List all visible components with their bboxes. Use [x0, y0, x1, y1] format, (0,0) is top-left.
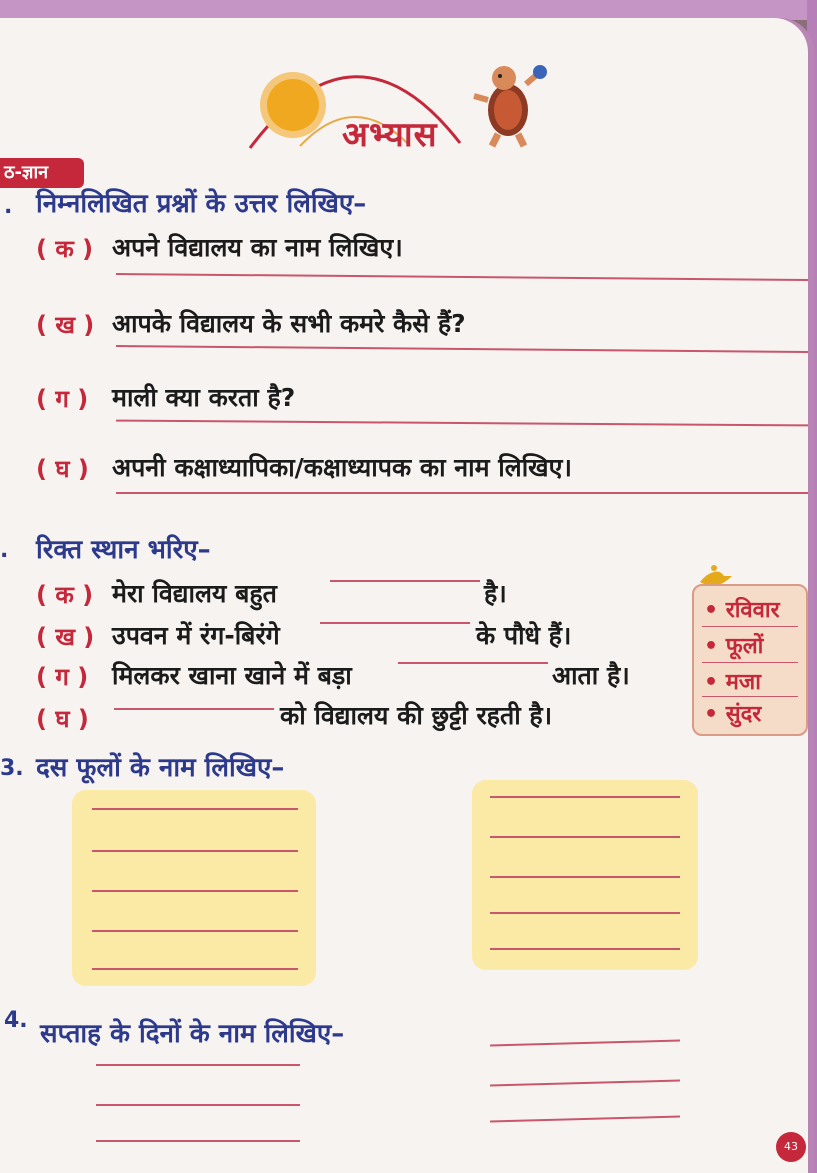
top-strip: [0, 0, 817, 20]
answer-line[interactable]: [92, 930, 298, 932]
q1-item-text: आपके विद्यालय के सभी कमरे कैसे हैं?: [112, 309, 466, 338]
q3-heading: दस फूलों के नाम लिखिए–: [36, 753, 285, 783]
word-separator: [702, 696, 798, 697]
word-option: • फूलों: [704, 634, 764, 659]
q4-number: 4.: [4, 1008, 28, 1033]
q4-heading: सप्ताह के दिनों के नाम लिखिए–: [40, 1019, 345, 1049]
q2-item-before: मेरा विद्यालय बहुत: [112, 579, 277, 608]
q1-heading: निम्नलिखित प्रश्नों के उत्तर लिखिए–: [36, 189, 367, 219]
fill-blank[interactable]: [330, 580, 480, 582]
answer-line[interactable]: [116, 420, 808, 427]
flower-names-box-right: [472, 780, 698, 970]
answer-line[interactable]: [490, 912, 680, 914]
q2-item-after: के पौधे हैं।: [476, 621, 572, 650]
answer-line[interactable]: [92, 850, 298, 852]
answer-line[interactable]: [490, 836, 680, 838]
worksheet-page: [0, 18, 808, 1173]
sun-icon: [258, 70, 328, 140]
q2-item-before: उपवन में रंग-बिरंगे: [112, 621, 280, 650]
q2-item-after: है।: [484, 579, 507, 608]
q1-item-text: अपनी कक्षाध्यापिका/कक्षाध्यापक का नाम लिखिए।: [112, 453, 572, 482]
fill-blank[interactable]: [398, 662, 548, 664]
answer-line[interactable]: [92, 808, 298, 810]
word-separator: [702, 662, 798, 663]
answer-line[interactable]: [96, 1140, 300, 1142]
q1-item-label: ( ख ): [36, 311, 95, 339]
page-title: अभ्यास: [342, 115, 438, 155]
answer-line[interactable]: [490, 796, 680, 798]
flower-names-box-left: [72, 790, 316, 986]
page-edge: [807, 0, 817, 1173]
word-option: • मजा: [704, 670, 761, 695]
q2-item-after: को विद्यालय की छुट्टी रहती है।: [280, 701, 553, 730]
q1-item-label: ( क ): [36, 235, 94, 263]
answer-line[interactable]: [116, 345, 808, 353]
q2-item-label: ( क ): [36, 581, 94, 609]
q3-number: 3.: [0, 756, 24, 781]
q2-item-label: ( घ ): [36, 705, 89, 733]
q1-number: .: [4, 194, 13, 219]
fill-blank[interactable]: [114, 708, 274, 710]
q1-item-label: ( घ ): [36, 455, 89, 483]
q1-item-text: माली क्या करता है?: [112, 383, 296, 412]
q2-item-label: ( ख ): [36, 623, 95, 651]
q1-item-label: ( ग ): [36, 385, 89, 413]
turtle-mascot-icon: [470, 60, 550, 148]
fill-blank[interactable]: [320, 622, 470, 624]
answer-line[interactable]: [116, 273, 808, 281]
answer-line[interactable]: [92, 890, 298, 892]
answer-line[interactable]: [490, 948, 680, 950]
q2-number: .: [0, 538, 9, 563]
answer-line[interactable]: [490, 1080, 680, 1087]
q2-item-after: आता है।: [552, 661, 630, 690]
answer-line[interactable]: [490, 1116, 680, 1123]
q2-item-label: ( ग ): [36, 663, 89, 691]
answer-line[interactable]: [490, 876, 680, 878]
answer-line[interactable]: [116, 492, 808, 494]
section-tab: ठ-ज्ञान: [0, 158, 84, 188]
q1-item-text: अपने विद्यालय का नाम लिखिए।: [112, 233, 403, 262]
answer-line[interactable]: [96, 1064, 300, 1066]
word-separator: [702, 626, 798, 627]
word-option: • रविवार: [704, 598, 780, 623]
page-number: 43: [776, 1132, 806, 1162]
q2-item-before: मिलकर खाना खाने में बड़ा: [112, 661, 352, 690]
answer-line[interactable]: [92, 968, 298, 970]
answer-line[interactable]: [490, 1040, 680, 1047]
word-box: [692, 584, 808, 736]
q2-heading: रिक्त स्थान भरिए–: [36, 535, 211, 565]
answer-line[interactable]: [96, 1104, 300, 1106]
word-option: • सुंदर: [704, 702, 762, 727]
